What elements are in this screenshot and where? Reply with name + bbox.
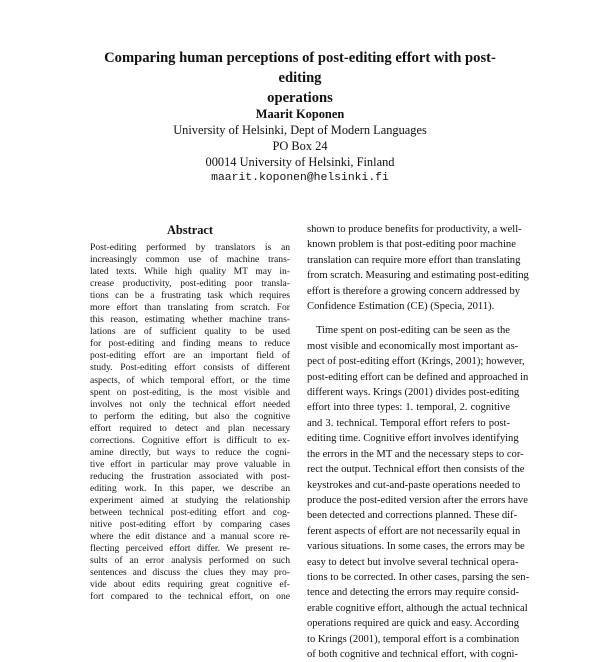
text-line: crease productivity, post-editing poor transla- <box>90 278 290 290</box>
text-line: tions to be corrected. In other cases, parsing the sen- <box>307 571 530 583</box>
text-line: effort is therefore a growing concern addressed by <box>307 285 521 297</box>
text-line: erable cognitive effort, although the actual technical <box>307 602 528 614</box>
text-line: shown to produce benefits for productivity, a well- <box>307 224 522 235</box>
abstract-body <box>90 242 290 603</box>
text-line: experiment aimed at studying the relationship <box>90 494 290 506</box>
text-line: study. Post-editing effort consists of different <box>90 362 290 374</box>
text-line: of both cognitive and technical effort, with cogni- <box>307 648 519 660</box>
text-line: lated texts. While high quality MT may in- <box>90 266 290 278</box>
abstract-heading: Abstract <box>166 223 214 237</box>
author-block <box>100 106 500 186</box>
text-line: effort into three types: 1. temporal, 2. cognitive <box>307 402 510 414</box>
text-line: increasingly common use of machine trans- <box>90 254 290 266</box>
author-affiliation: University of Helsinki, Dept of Modern Languages <box>173 123 427 137</box>
title-line: Comparing human perceptions of post-editing effort with post-editing <box>104 50 496 86</box>
text-line: pect of post-editing effort (Krings, 2001); however, <box>307 356 525 368</box>
title-line: operations <box>267 90 333 106</box>
text-line: between technical post-editing effort and cog- <box>90 507 290 519</box>
text-line: corrections. Cognitive effort is difficult to ex- <box>90 434 290 446</box>
text-line: operations required are quick and easy. According <box>307 618 519 630</box>
author-address-line: PO Box 24 <box>272 139 328 153</box>
text-line: to perform the editing, but also the cognitive <box>90 410 290 422</box>
paragraph-gap <box>307 314 510 323</box>
text-line: various situations. In some cases, the errors may be <box>307 541 525 553</box>
text-line: editing work. In this paper, we describe an <box>90 482 290 494</box>
text-line: rect the output. Technical effort then consists of the <box>307 464 525 476</box>
text-line: tive effort in particular may prove valuable in <box>90 458 290 470</box>
text-line: spent on post-editing, is the most visible and <box>90 386 290 398</box>
paper-title <box>90 48 510 108</box>
text-line: this reason, estimating whether machine trans- <box>90 314 290 326</box>
author-name: Maarit Koponen <box>255 107 345 121</box>
text-line: effort required to detect and plan necessary <box>90 422 290 434</box>
paragraph <box>307 323 530 662</box>
text-line: editing time. Cognitive effort involves identifying <box>307 433 519 445</box>
text-line: to Krings (2001), temporal effort is a combination <box>307 633 520 645</box>
text-line: tence and detecting the errors may require consid- <box>307 587 520 599</box>
text-line: different ways. Krings (2001) divides post-editing <box>307 387 520 399</box>
text-line: lations are of sufficient quality to be used <box>90 326 290 338</box>
text-line: ferent aspects of effort are not necessarily equal in <box>307 525 521 537</box>
text-line: amine directly, but ways to reduce the cogni- <box>90 446 290 458</box>
text-line: nitive post-editing effort by comparing cases <box>90 519 290 531</box>
text-line: Confidence Estimation (CE) (Specia, 2011). <box>307 301 495 313</box>
text-line: sentences and discuss the clues they may pro- <box>90 567 290 579</box>
text-line: post-editing effort can be defined and approached in <box>307 371 529 383</box>
text-line: post-editing effort are an important field of <box>90 350 290 362</box>
text-line: sults of an error analysis performed on such <box>90 555 290 567</box>
text-line: translation can require more effort than translating <box>307 254 521 266</box>
text-line: fort compared to the technical effort, on one <box>90 591 290 603</box>
text-line: tions can be a frustrating task which requires <box>90 290 290 302</box>
text-line: from scratch. Measuring and estimating post-editing <box>307 270 529 282</box>
text-line: most visible and economically most important as- <box>307 340 519 352</box>
paragraph <box>307 222 529 314</box>
text-line: more effort than translating from scratch. For <box>90 302 290 314</box>
text-line: and 3. technical. Temporal effort refers to post- <box>307 417 510 429</box>
text-line: where the edit distance and a manual score re- <box>90 531 290 543</box>
text-line: keystrokes and cut-and-paste operations needed to <box>307 479 521 491</box>
text-line: for post-editing and finding means to reduce <box>90 338 290 350</box>
text-line: aspects, of which temporal effort, or the time <box>90 374 290 386</box>
text-line: easy to detect but involve several technical opera- <box>307 556 519 568</box>
text-line: Post-editing performed by translators is an <box>90 242 290 253</box>
text-line: reducing the frustration associated with post- <box>90 470 290 482</box>
introduction-body <box>307 222 530 662</box>
text-line: the errors in the MT and the necessary steps to cor- <box>307 448 524 460</box>
author-address-line: 00014 University of Helsinki, Finland <box>205 155 395 169</box>
text-line: known problem is that post-editing poor machine <box>307 239 516 251</box>
text-line: been detected and corrections planned. These dif- <box>307 510 518 522</box>
author-email: maarit.koponen@helsinki.fi <box>211 172 389 184</box>
text-line: Time spent on post-editing can be seen as the <box>316 325 510 337</box>
text-line: flecting perceived effort differ. We present re- <box>90 543 290 555</box>
text-line: produce the post-edited version after the errors have <box>307 494 528 506</box>
text-line: vide about edits requiring great cognitive ef- <box>90 579 290 591</box>
text-line: involves not only the technical effort needed <box>90 398 290 410</box>
